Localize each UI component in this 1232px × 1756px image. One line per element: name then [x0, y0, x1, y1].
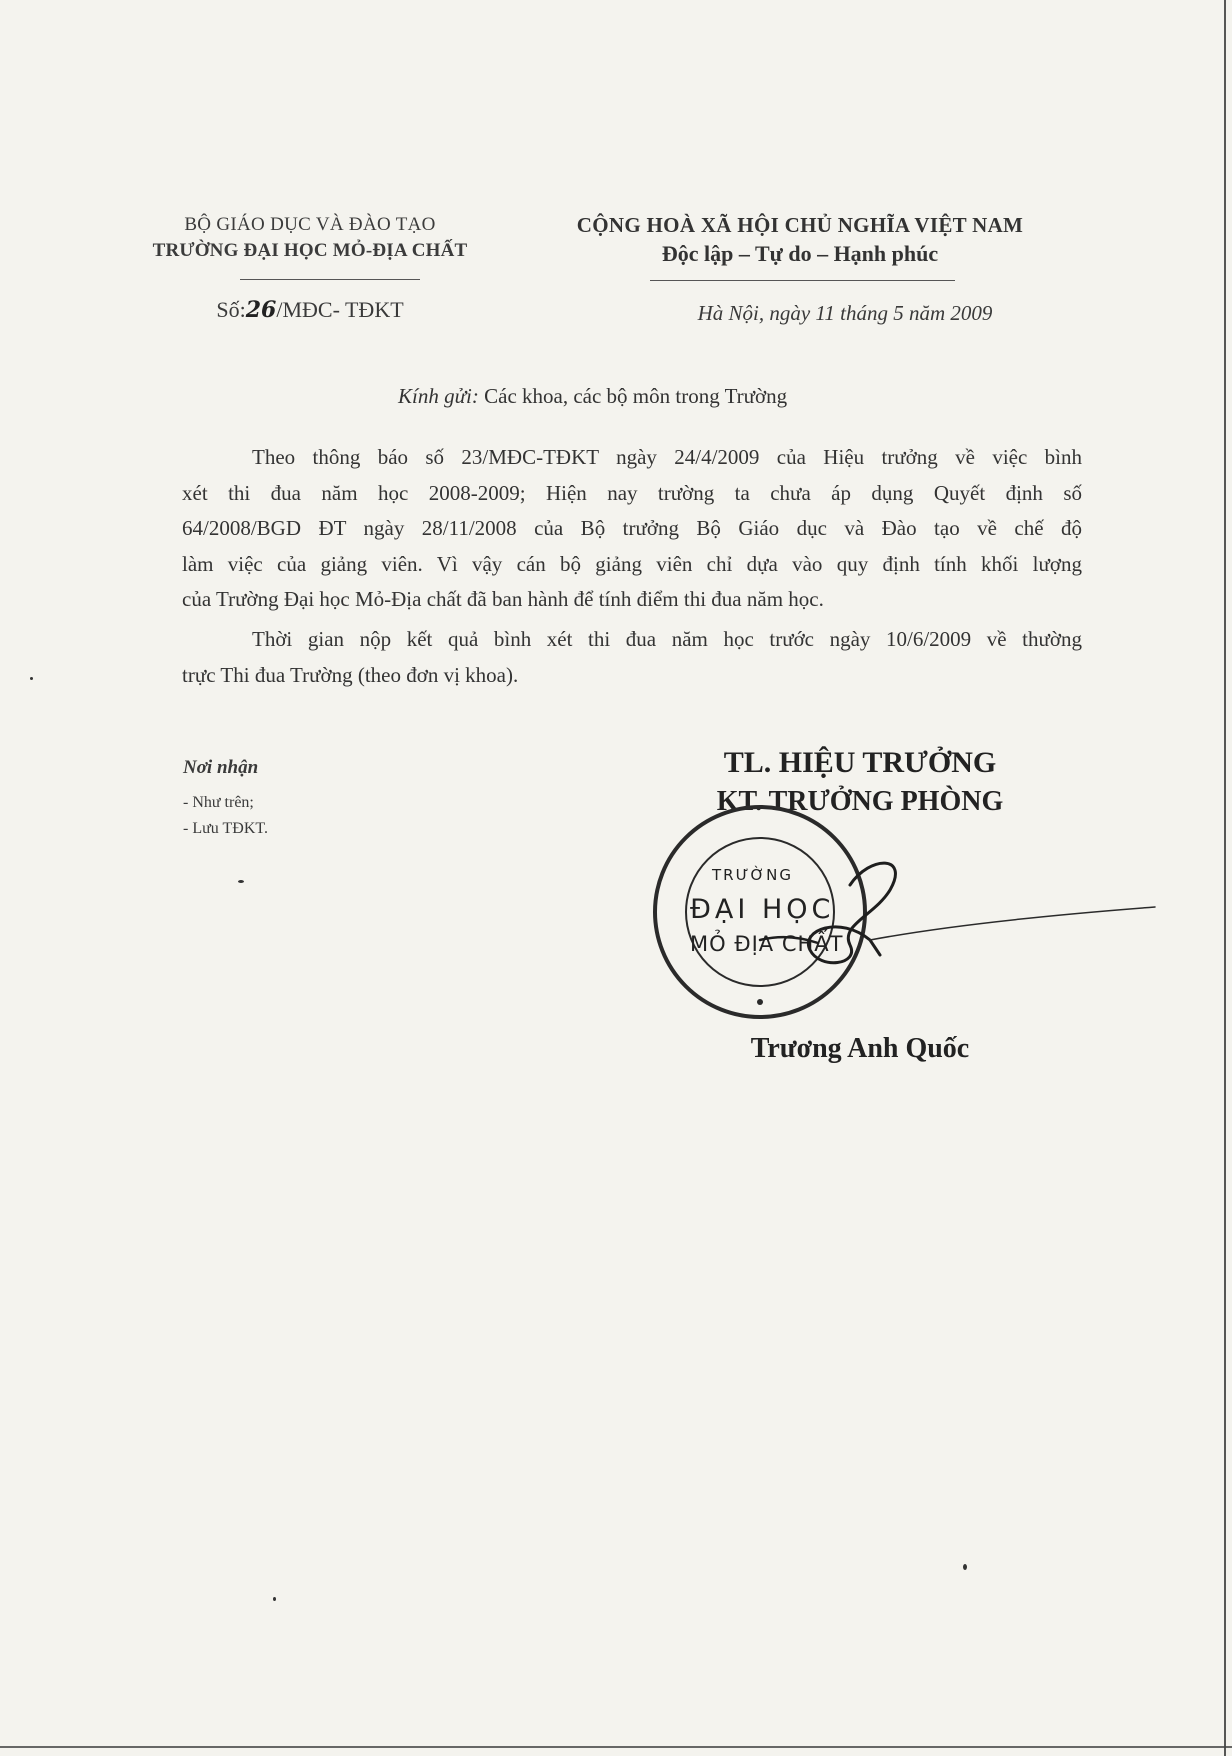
signature-title-2: KT. TRƯỞNG PHÒNG [716, 786, 1004, 817]
stamp-text-line-2: ĐẠI HỌC [690, 894, 835, 925]
paragraph-line: 64/2008/BGD ĐT ngày 28/11/2008 của Bộ trưởng Bộ Giáo dục và Đào tạo về chế độ [182, 516, 1082, 540]
signer-name: Trương Anh Quốc [750, 1033, 970, 1064]
document-number-prefix: Số: [216, 297, 246, 322]
republic-title: CỘNG HOÀ XÃ HỘI CHỦ NGHĨA VIỆT NAM [576, 213, 1024, 237]
school-name: TRƯỜNG ĐẠI HỌC MỎ-ĐỊA CHẤT [152, 240, 468, 261]
place-and-date: Hà Nội, ngày 11 tháng 5 năm 2009 [697, 301, 993, 325]
scan-edge-bottom [0, 1746, 1232, 1748]
recipients-item: - Như trên; [183, 794, 254, 811]
recipient-text: Các khoa, các bộ môn trong Trường [478, 384, 788, 408]
recipient-label: Kính gửi: [398, 384, 479, 408]
scan-speck [30, 677, 33, 680]
paragraph-line: của Trường Đại học Mỏ-Địa chất đã ban hành để tính điểm thi đua năm học. [182, 587, 824, 611]
body-paragraph-1 [182, 440, 1082, 618]
scan-speck [963, 1564, 967, 1570]
national-motto: Độc lập – Tự do – Hạnh phúc [661, 241, 939, 266]
paragraph-line: xét thi đua năm học 2008-2009; Hiện nay trường ta chưa áp dụng Quyết định số [182, 480, 1082, 505]
stamp-text-line-3: MỎ ĐỊA CHẤT [690, 932, 844, 956]
document-number-suffix: /MĐC- TĐKT [276, 297, 404, 322]
stamp-text-line-1: TRƯỜNG [712, 866, 793, 884]
scan-speck [238, 880, 244, 883]
document-number [150, 297, 470, 323]
recipients-title: Nơi nhận [183, 757, 259, 778]
recipient-line [398, 384, 787, 409]
paragraph-line: Theo thông báo số 23/MĐC-TĐKT ngày 24/4/2009 của Hiệu trưởng về việc bình [252, 445, 1082, 469]
scan-speck [273, 1597, 276, 1601]
paragraph-line: làm việc của giảng viên. Vì vậy cán bộ giảng viên chỉ dựa vào quy định tính khối lượng [182, 551, 1082, 576]
paragraph-line: trực Thi đua Trường (theo đơn vị khoa). [182, 662, 519, 687]
scan-edge-right [1224, 0, 1226, 1756]
paragraph-line: Thời gian nộp kết quả bình xét thi đua năm học trước ngày 10/6/2009 về thường [252, 627, 1082, 651]
header-left-rule [240, 279, 420, 280]
handwritten-signature [700, 845, 1160, 985]
header-right-rule [650, 280, 955, 281]
signature-title-1: TL. HIỆU TRƯỞNG [723, 746, 997, 779]
document-number-handwritten: 26 [245, 297, 277, 323]
body-paragraph-2 [182, 622, 1082, 693]
recipients-item: - Lưu TĐKT. [183, 820, 268, 837]
ministry-name: BỘ GIÁO DỤC VÀ ĐÀO TẠO [184, 214, 436, 235]
